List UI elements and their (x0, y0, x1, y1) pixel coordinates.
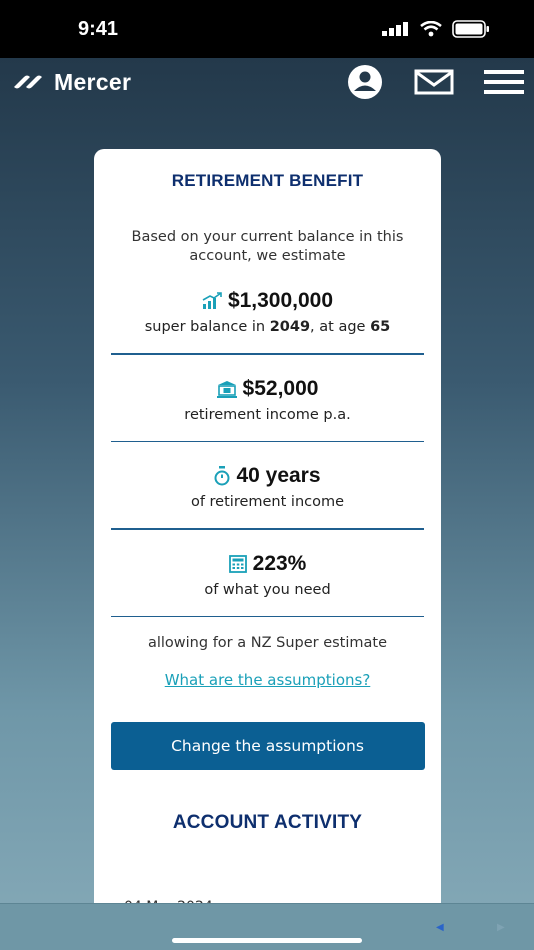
nz-super-note: allowing for a NZ Super estimate (147, 635, 388, 651)
mail-icon (414, 68, 454, 96)
divider (111, 616, 424, 618)
browser-bottom-bar (0, 903, 534, 950)
balance-value: $1,300,000 (227, 289, 334, 312)
income-metric (94, 377, 441, 423)
back-arrow-icon[interactable]: ◀ (436, 922, 444, 933)
battery-icon (452, 20, 490, 38)
status-time: 9:41 (78, 18, 119, 40)
intro-text: Based on your current balance in this account, we estimate (131, 229, 404, 264)
user-icon (345, 65, 385, 99)
messages-button[interactable] (414, 64, 454, 100)
status-icons (382, 20, 490, 38)
balance-label: super balance in 2049, at age 65 (144, 319, 391, 335)
brand-name: Mercer (54, 69, 132, 95)
hamburger-menu-icon (484, 68, 524, 96)
home-indicator[interactable] (172, 938, 362, 943)
need-value: 223% (252, 551, 307, 575)
divider (111, 441, 424, 443)
forward-arrow-icon[interactable]: ▶ (497, 922, 505, 933)
mercer-logo[interactable] (12, 69, 131, 96)
years-metric (94, 464, 441, 510)
calculator-icon (229, 555, 247, 573)
income-label: retirement income p.a. (184, 406, 351, 423)
need-metric (94, 552, 441, 598)
status-bar (0, 0, 534, 58)
menu-button[interactable] (484, 64, 524, 100)
bank-icon (217, 380, 237, 398)
balance-metric (94, 289, 441, 335)
income-value: $52,000 (242, 376, 319, 400)
card-title: RETIREMENT BENEFIT (171, 171, 364, 190)
years-value: 40 years (236, 464, 321, 487)
years-label: of retirement income (190, 494, 345, 510)
profile-button[interactable] (345, 64, 385, 100)
mercer-logo-icon (12, 74, 46, 92)
need-label: of what you need (204, 581, 331, 598)
growth-chart-icon (202, 292, 222, 310)
wifi-icon (420, 21, 442, 37)
app-header (0, 58, 534, 108)
retirement-benefit-card (94, 149, 441, 949)
signal-icon (382, 22, 410, 36)
balance-age: 65 (370, 319, 391, 335)
account-activity-title: ACCOUNT ACTIVITY (172, 812, 363, 833)
change-assumptions-button[interactable]: Change the assumptions (111, 722, 425, 770)
divider (111, 528, 424, 530)
balance-year: 2049 (269, 319, 311, 335)
divider (111, 353, 424, 355)
assumptions-link[interactable]: What are the assumptions? (164, 671, 371, 689)
stopwatch-icon (214, 466, 230, 486)
